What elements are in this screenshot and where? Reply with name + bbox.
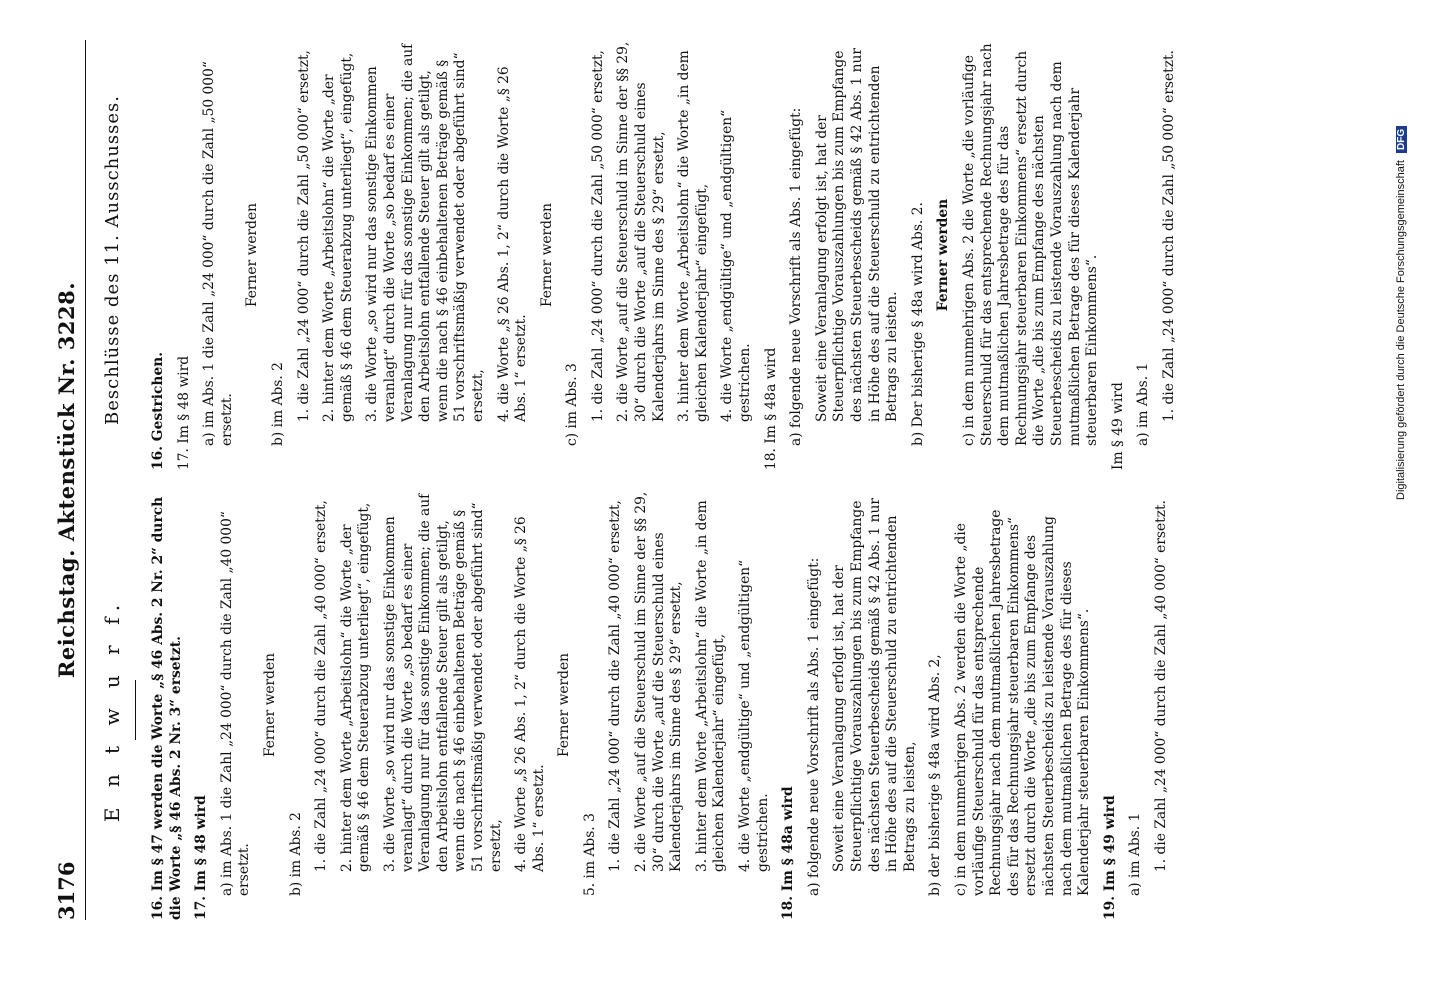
paragraph: 2. die Worte „auf die Steuerschuld im Sinne der §§ 29, 30“ durch die Worte „auf die Steuerschuld eines Kalenderjahrs im Sinne des § 29“ ersetzt, <box>615 41 667 422</box>
paragraph: 4. die Worte „§ 26 Abs. 1, 2“ durch die Worte „§ 26 Abs. 1“ ersetzt. <box>495 66 530 422</box>
paragraph: Ferner werden <box>244 202 261 308</box>
paragraph: c) in dem nunmehrigen Abs. 2 werden die Worte „die vorläufige Steuerschuld für das entsprechende Rechnungsjahr nach dem mutmaßlichen Jahresbetrage des für das Rechnungsjahr steuerbaren Einkommens“ ersetzt durch die Worte „die bis zum Empfange des nächsten Steuerbescheids zu leistende Vorauszahlung nach dem mutmaßlichen Betrage des für dieses Kalenderjahr steuerbaren Einkommens“. <box>952 509 1093 896</box>
paragraph: 18. Im § 48a wird <box>762 347 779 470</box>
paragraph: c) im Abs. 3 <box>564 363 581 446</box>
paragraph: 3. die Worte „so wird nur das sonstige Einkommen veranlagt“ durch die Worte „so bedarf es einer Veranlagung nur für das sonstige Einkommen; die auf den Arbeitslohn entfallende Steuer gilt als getilgt, wenn die nach § 46 einbehaltenen Beträge gemäß § 51 vorschriftsmäßig verwendet oder abgeführt sind“ ersetzt, <box>364 43 486 422</box>
paragraph: Ferner werden <box>261 652 278 758</box>
paragraph: a) im Abs. 1 <box>1135 362 1152 446</box>
paragraph: Soweit eine Veranlagung erfolgt ist, hat der Steuerpflichtige Vorauszahlungen bis zum Empfange des nächsten Steuerbescheids gemäß § 42 Abs. 1 nur in Höhe des auf die Steuerschuld zu entrichtenden Betrags zu leisten. <box>813 48 901 422</box>
paragraph: 3. hinter dem Worte „Arbeitslohn“ die Worte „in dem gleichen Kalenderjahr“ eingefügt, <box>693 500 728 872</box>
paragraph: a) folgende neue Vorschrift als Abs. 1 eingefügt: <box>805 557 822 896</box>
paragraph: a) im Abs. 1 <box>1127 812 1144 896</box>
paragraph: 4. die Worte „§ 26 Abs. 1, 2“ durch die Worte „§ 26 Abs. 1“ ersetzt. <box>513 516 547 872</box>
paragraph: 1. die Zahl „24 000“ durch die Zahl „50 000“ ersetzt, <box>295 50 312 422</box>
right-column <box>150 40 1187 470</box>
paragraph: b) Der bisherige § 48a wird Abs. 2. <box>909 202 926 446</box>
paragraph: Ferner werden <box>935 198 952 312</box>
paragraph: 3. hinter dem Worte „Arbeitslohn“ die Worte „in dem gleichen Kalenderjahr“ eingefügt, <box>676 50 710 422</box>
header-rule <box>85 40 86 920</box>
paragraph: 2. hinter dem Worte „Arbeitslohn“ die Worte „der gemäß § 46 dem Steuerabzug unterliegt“, eingefügt, <box>338 502 373 872</box>
paragraph: 1. die Zahl „24 000“ durch die Zahl „40 000“ ersetzt, <box>313 500 330 872</box>
left-column-title: E n t w u r f. <box>100 597 124 823</box>
credit-text: Digitalisierung gefördert durch die Deutsche Forschungsgemeinschaft <box>1395 160 1407 500</box>
paragraph: c) in dem nunmehrigen Abs. 2 die Worte „die vorläufige Steuerschuld für das entsprechende Rechnungsjahr nach dem mutmaßlichen Jahresbetrage des für das Rechnungsjahr steuerbaren Einkommens“ ersetzt durch die Worte „die bis zum Empfange des nächsten Steuerbescheids zu leistende Vorauszahlung nach dem mutmaßlichen Betrage des für dieses Kalenderjahr steuerbaren Einkommens“. <box>960 43 1101 446</box>
paragraph: 16. Gestrichen. <box>150 351 166 470</box>
paragraph: 17. Im § 48 wird <box>175 355 192 470</box>
paragraph: b) im Abs. 2 <box>269 362 286 446</box>
digitization-credit <box>1395 20 1407 500</box>
title-rule <box>135 680 136 740</box>
paragraph: b) der bisherige § 48a wird Abs. 2, <box>927 654 944 896</box>
right-column-title: Beschlüsse des 11. Ausschusses. <box>102 95 123 425</box>
dfg-logo: DFG <box>1396 126 1407 153</box>
left-column <box>150 490 1179 920</box>
header-title: Reichstag. Aktenstück Nr. 3228. <box>54 281 79 679</box>
paragraph: 3. die Worte „so wird nur das sonstige Einkommen veranlagt“ durch die Worte „so bedarf es einer Veranlagung nur für das sonstige Einkommen; die auf den Arbeitslohn entfallende Steuer gilt als getilgt, wenn die nach § 46 einbehaltenen Beträge gemäß § 51 vorschriftsmäßig verwendet oder abgeführt sind“ ersetzt, <box>381 493 504 872</box>
page-header <box>52 40 92 920</box>
page-number: 3176 <box>54 861 79 920</box>
paragraph: a) im Abs. 1 die Zahl „24 000“ durch die Zahl „50 000“ ersetzt. <box>201 61 235 446</box>
paragraph: 2. die Worte „auf die Steuerschuld im Sinne der §§ 29, 30“ durch die Worte „auf die Steuerschuld eines Kalenderjahrs im Sinne des § 29“ ersetzt, <box>633 491 685 872</box>
paragraph: 18. Im § 48a wird <box>780 786 797 920</box>
paragraph: 2. hinter dem Worte „Arbeitslohn“ die Worte „der gemäß § 46 dem Steuerabzug unterliegt“, eingefügt, <box>321 52 355 422</box>
paragraph: 17. Im § 48 wird <box>193 795 210 920</box>
paragraph: 5. im Abs. 3 <box>581 813 598 896</box>
paragraph: 1. die Zahl „24 000“ durch die Zahl „40 000“ ersetzt, <box>607 500 624 872</box>
paragraph: 16. Im § 47 werden die Worte „§ 46 Abs. 2 Nr. 2“ durch die Worte „§ 46 Abs. 2 Nr. 3“ ersetzt. <box>150 496 184 920</box>
paragraph: 4. die Worte „endgültige“ und „endgültigen“ gestrichen. <box>719 109 754 422</box>
paragraph: Ferner werden <box>556 652 573 758</box>
paragraph: Im § 49 wird <box>1109 382 1126 470</box>
paragraph: Ferner werden <box>538 202 555 308</box>
paragraph: 1. die Zahl „24 000“ durch die Zahl „40 000“ ersetzt. <box>1152 500 1169 872</box>
paragraph: b) im Abs. 2 <box>287 812 304 896</box>
paragraph: 1. die Zahl „24 000“ durch die Zahl „50 000“ ersetzt, <box>589 50 606 422</box>
paragraph: 1. die Zahl „24 000“ durch die Zahl „50 000“ ersetzt. <box>1160 50 1177 422</box>
paragraph: 4. die Worte „endgültige“ und „endgültigen“ gestrichen. <box>737 559 771 872</box>
paragraph: Soweit eine Veranlagung erfolgt ist, hat der Steuerpflichtige Vorauszahlungen bis zum Empfange des nächsten Steuerbescheids gemäß § 42 Abs. 1 nur in Höhe des auf die Steuerschuld zu entrichtenden Betrags zu leisten, <box>831 498 918 872</box>
paragraph: a) folgende neue Vorschrift als Abs. 1 eingefügt: <box>788 107 805 446</box>
paragraph: 19. Im § 49 wird <box>1101 795 1118 920</box>
paragraph: a) im Abs. 1 die Zahl „24 000“ durch die Zahl „40 000“ ersetzt. <box>218 511 253 896</box>
